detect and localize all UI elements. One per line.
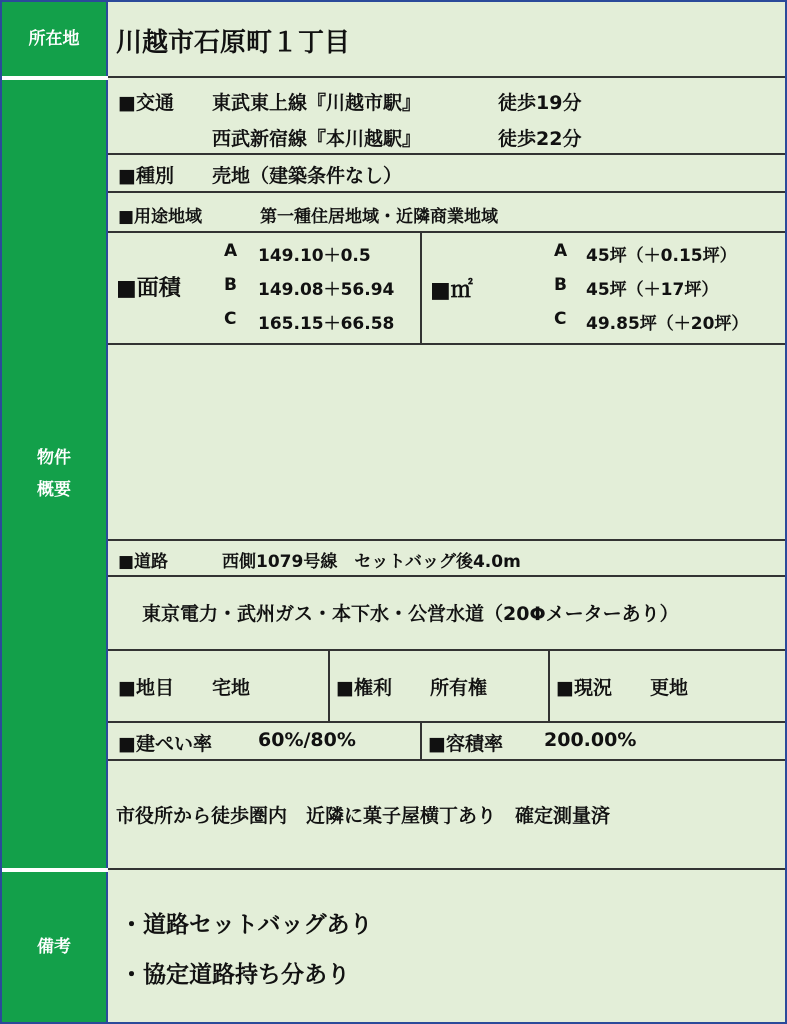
coverage-label: ■建ぺい率 (118, 733, 212, 755)
features-row (108, 761, 785, 870)
road-value: 西側1079号線 セットバッグ後4.0m (222, 552, 521, 572)
transport-line2: 西武新宿線『本川越駅』 (212, 128, 422, 150)
utilities-value: 東京電力・武州ガス・本下水・公営水道（20Φメーターあり） (142, 603, 679, 625)
transport-walk1: 徒歩19分 (498, 92, 582, 114)
area-row-a-id: A (224, 241, 238, 261)
area-divider (420, 233, 422, 343)
category-value: 売地（建築条件なし） (212, 165, 403, 187)
tsubo-row-c-id: C (554, 309, 567, 329)
category-row (108, 155, 785, 193)
coverage-value: 60%/80% (258, 729, 356, 751)
remarks-box (108, 870, 785, 1022)
area-row-c-id: C (224, 309, 237, 329)
land-divider-1 (328, 651, 330, 721)
area-row-c-sqm: 165.15＋66.58 (258, 314, 395, 334)
transport-label: ■交通 (118, 92, 174, 114)
ratios-row (108, 723, 785, 761)
status-value: 更地 (650, 677, 689, 699)
area-label: ■面積 (116, 276, 181, 301)
zoning-row (108, 193, 785, 233)
chimoku-value: 宅地 (212, 677, 251, 699)
transport-row (108, 78, 785, 155)
area-row-b-sqm: 149.08＋56.94 (258, 280, 395, 300)
area-row-b-id: B (224, 275, 237, 295)
property-label-line2: 概要 (37, 480, 71, 500)
transport-line1: 東武東上線『川越市駅』 (212, 92, 422, 114)
property-label-line1: 物件 (37, 447, 71, 468)
road-row (108, 541, 785, 577)
property-label (2, 80, 108, 868)
location-label (2, 2, 108, 76)
ratios-divider (420, 723, 422, 759)
tsubo-row-b-id: B (554, 275, 567, 295)
land-row (108, 651, 785, 723)
utilities-row (108, 577, 785, 651)
land-divider-2 (548, 651, 550, 721)
address-text: 川越市石原町１丁目 (116, 28, 351, 58)
remarks-label-text: 備考 (37, 936, 71, 957)
location-label-text: 所在地 (28, 28, 80, 49)
remarks-label (2, 872, 108, 1022)
rights-value: 所有権 (430, 677, 488, 699)
area-row-a-sqm: 149.10＋0.5 (258, 246, 371, 266)
transport-walk2: 徒歩22分 (498, 128, 582, 150)
chimoku-label: ■地目 (118, 677, 174, 699)
floor-ratio-label: ■容積率 (428, 733, 503, 755)
location-row (108, 2, 785, 78)
floor-ratio-value: 200.00% (544, 729, 637, 751)
tsubo-row-a: 45坪（＋0.15坪） (586, 246, 737, 266)
blank-area (108, 345, 785, 541)
tsubo-row-c: 49.85坪（＋20坪） (586, 314, 749, 334)
status-label: ■現況 (556, 677, 612, 699)
rights-label: ■権利 (336, 677, 392, 699)
remark-item: ・道路セットバッグあり (120, 912, 373, 938)
tsubo-row-a-id: A (554, 241, 568, 261)
unit-label: ■㎡ (430, 278, 473, 303)
area-row (108, 233, 785, 345)
zoning-label: ■用途地域 (118, 207, 203, 227)
remark-item: ・協定道路持ち分あり (120, 962, 350, 988)
road-label: ■道路 (118, 552, 169, 572)
tsubo-row-b: 45坪（＋17坪） (586, 280, 719, 300)
features-value: 市役所から徒歩圏内 近隣に菓子屋横丁あり 確定測量済 (116, 805, 611, 827)
zoning-value: 第一種住居地域・近隣商業地域 (260, 207, 498, 227)
category-label: ■種別 (118, 165, 174, 187)
